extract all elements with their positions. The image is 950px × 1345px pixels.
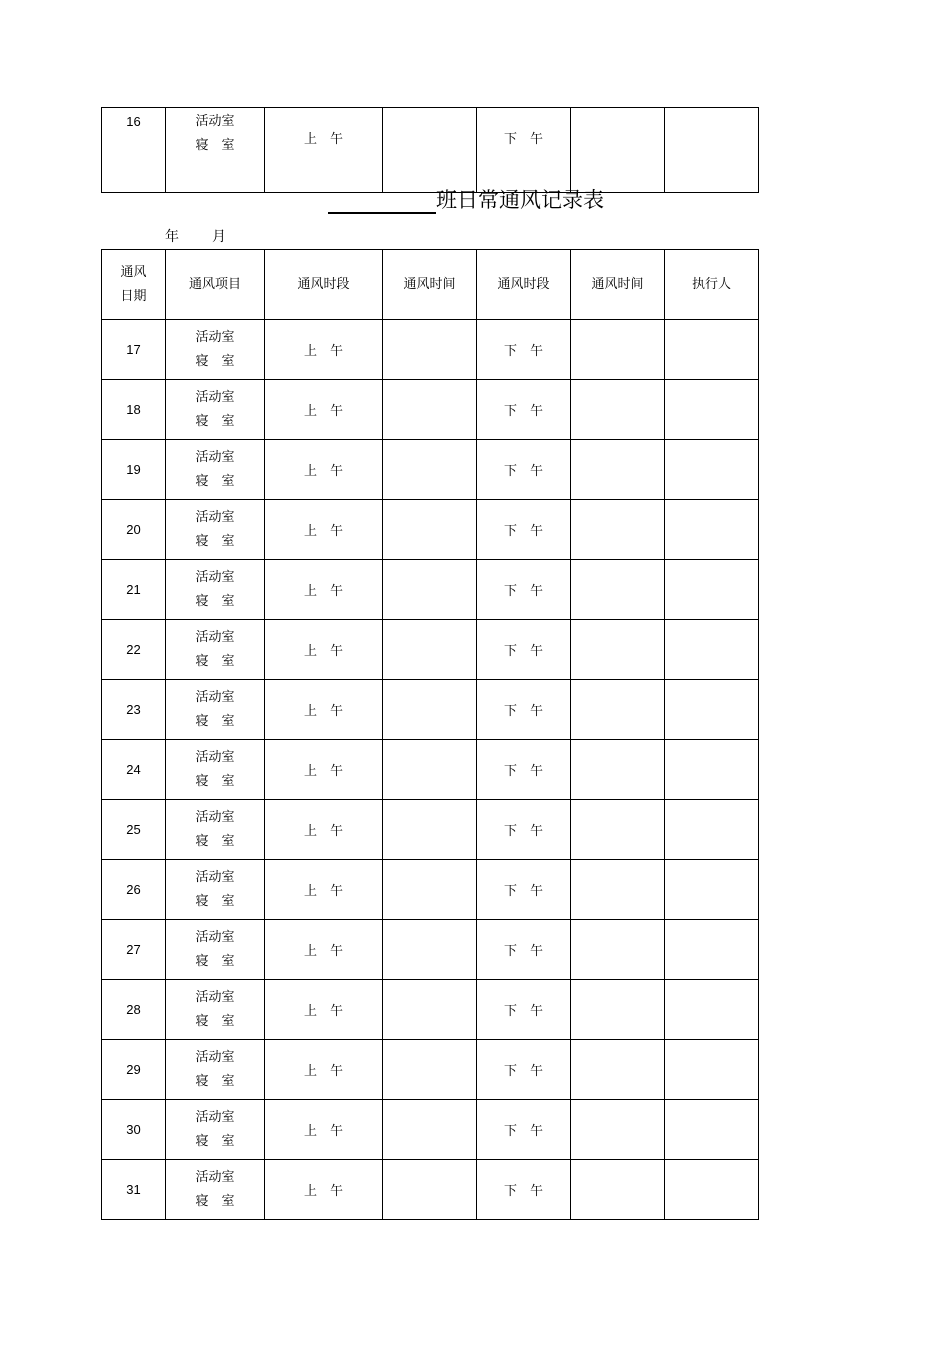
am-period-cell: 上 午 <box>265 560 383 620</box>
project-line-activity-room: 活动室 <box>195 509 235 525</box>
project-line-activity-room: 活动室 <box>195 689 235 705</box>
executor-cell[interactable] <box>665 500 759 560</box>
pm-time-cell[interactable] <box>571 380 665 440</box>
table-row <box>102 800 759 860</box>
date-cell: 19 <box>102 440 166 500</box>
project-line-activity-room: 活动室 <box>195 869 235 885</box>
project-line-bedroom: 寝 室 <box>195 773 235 789</box>
executor-cell[interactable] <box>665 1040 759 1100</box>
project-cell <box>166 620 265 680</box>
pm-time-cell[interactable] <box>571 860 665 920</box>
project-cell <box>166 380 265 440</box>
project-cell <box>166 680 265 740</box>
am-time-cell[interactable] <box>383 1160 477 1220</box>
date-cell: 29 <box>102 1040 166 1100</box>
am-period-cell: 上 午 <box>265 620 383 680</box>
header-project: 通风项目 <box>166 250 265 320</box>
project-cell <box>166 560 265 620</box>
am-period-cell: 上 午 <box>265 1160 383 1220</box>
am-time-cell[interactable] <box>383 560 477 620</box>
am-time-cell[interactable] <box>383 500 477 560</box>
pm-period-cell: 下 午 <box>477 860 571 920</box>
executor-cell[interactable] <box>665 980 759 1040</box>
am-period-cell: 上 午 <box>265 920 383 980</box>
am-period-cell: 上 午 <box>265 440 383 500</box>
project-line-bedroom: 寝 室 <box>195 713 235 729</box>
pm-period-cell: 下 午 <box>477 680 571 740</box>
project-line-bedroom: 寝 室 <box>195 413 235 429</box>
date-cell: 20 <box>102 500 166 560</box>
pm-time-cell[interactable] <box>571 680 665 740</box>
project-line-activity-room: 活动室 <box>195 989 235 1005</box>
am-time-cell[interactable] <box>383 680 477 740</box>
project-line-activity-room: 活动室 <box>195 1169 235 1185</box>
table-row <box>102 500 759 560</box>
table-row <box>102 620 759 680</box>
date-cell: 18 <box>102 380 166 440</box>
table-row <box>102 440 759 500</box>
project-line-activity-room: 活动室 <box>195 449 235 465</box>
pm-period-cell: 下 午 <box>477 1160 571 1220</box>
pm-period-cell: 下 午 <box>477 108 571 193</box>
header-executor: 执行人 <box>665 250 759 320</box>
table-row <box>102 1040 759 1100</box>
month-label: 月 <box>212 229 226 245</box>
executor-cell[interactable] <box>665 440 759 500</box>
table-row <box>102 920 759 980</box>
date-cell: 28 <box>102 980 166 1040</box>
header-time-am: 通风时间 <box>383 250 477 320</box>
table-row <box>102 108 759 193</box>
pm-time-cell[interactable] <box>571 320 665 380</box>
executor-cell[interactable] <box>665 380 759 440</box>
am-period-cell: 上 午 <box>265 320 383 380</box>
am-period-cell: 上 午 <box>265 860 383 920</box>
pm-period-cell: 下 午 <box>477 800 571 860</box>
class-name-blank[interactable] <box>328 190 436 214</box>
title-text: 班日常通风记录表 <box>436 188 604 212</box>
project-line-activity-room: 活动室 <box>195 1109 235 1125</box>
pm-period-cell: 下 午 <box>477 500 571 560</box>
am-time-cell[interactable] <box>383 380 477 440</box>
pm-time-cell[interactable] <box>571 800 665 860</box>
project-cell <box>166 108 265 193</box>
executor-cell[interactable] <box>665 920 759 980</box>
am-period-cell: 上 午 <box>265 500 383 560</box>
previous-table-fragment <box>101 107 759 193</box>
project-line-activity-room: 活动室 <box>195 749 235 765</box>
executor-cell[interactable] <box>665 1160 759 1220</box>
date-cell: 30 <box>102 1100 166 1160</box>
pm-time-cell[interactable] <box>571 1100 665 1160</box>
date-cell: 31 <box>102 1160 166 1220</box>
table-row <box>102 980 759 1040</box>
table-row <box>102 680 759 740</box>
table-row <box>102 860 759 920</box>
project-cell <box>166 1040 265 1100</box>
pm-period-cell: 下 午 <box>477 980 571 1040</box>
page-title <box>328 184 604 214</box>
am-period-cell: 上 午 <box>265 980 383 1040</box>
am-time-cell[interactable] <box>383 620 477 680</box>
am-period-cell: 上 午 <box>265 108 383 193</box>
project-cell <box>166 860 265 920</box>
project-line-activity-room: 活动室 <box>195 114 235 129</box>
executor-cell[interactable] <box>665 680 759 740</box>
header-date-line2: 日期 <box>120 288 147 304</box>
project-cell <box>166 980 265 1040</box>
pm-time-cell[interactable] <box>571 740 665 800</box>
am-period-cell: 上 午 <box>265 800 383 860</box>
table-row <box>102 1160 759 1220</box>
project-cell <box>166 740 265 800</box>
date-cell: 16 <box>102 108 166 193</box>
project-cell <box>166 1160 265 1220</box>
pm-time-cell[interactable] <box>571 1160 665 1220</box>
table-row <box>102 740 759 800</box>
date-cell: 24 <box>102 740 166 800</box>
date-cell: 26 <box>102 860 166 920</box>
project-line-bedroom: 寝 室 <box>195 533 235 549</box>
project-line-bedroom: 寝 室 <box>195 833 235 849</box>
pm-time-cell[interactable] <box>571 620 665 680</box>
am-period-cell: 上 午 <box>265 740 383 800</box>
am-time-cell[interactable] <box>383 108 477 193</box>
table-header-row <box>102 250 759 320</box>
project-line-bedroom: 寝 室 <box>195 1133 235 1149</box>
am-time-cell[interactable] <box>383 1100 477 1160</box>
project-line-bedroom: 寝 室 <box>195 953 235 969</box>
ventilation-record-table <box>101 249 759 1220</box>
date-cell: 27 <box>102 920 166 980</box>
am-time-cell[interactable] <box>383 920 477 980</box>
table-row <box>102 380 759 440</box>
project-cell <box>166 800 265 860</box>
am-time-cell[interactable] <box>383 860 477 920</box>
pm-time-cell[interactable] <box>571 108 665 193</box>
executor-cell[interactable] <box>665 560 759 620</box>
project-cell <box>166 440 265 500</box>
am-period-cell: 上 午 <box>265 380 383 440</box>
project-line-activity-room: 活动室 <box>195 809 235 825</box>
project-line-bedroom: 寝 室 <box>195 473 235 489</box>
executor-cell[interactable] <box>665 860 759 920</box>
project-line-bedroom: 寝 室 <box>195 593 235 609</box>
project-line-activity-room: 活动室 <box>195 629 235 645</box>
pm-time-cell[interactable] <box>571 920 665 980</box>
project-line-activity-room: 活动室 <box>195 389 235 405</box>
header-period-am: 通风时段 <box>265 250 383 320</box>
date-cell: 17 <box>102 320 166 380</box>
date-cell: 25 <box>102 800 166 860</box>
executor-cell[interactable] <box>665 620 759 680</box>
date-cell: 23 <box>102 680 166 740</box>
pm-period-cell: 下 午 <box>477 1040 571 1100</box>
pm-time-cell[interactable] <box>571 440 665 500</box>
pm-period-cell: 下 午 <box>477 1100 571 1160</box>
pm-period-cell: 下 午 <box>477 320 571 380</box>
table-row <box>102 560 759 620</box>
am-period-cell: 上 午 <box>265 1100 383 1160</box>
am-period-cell: 上 午 <box>265 680 383 740</box>
am-time-cell[interactable] <box>383 800 477 860</box>
pm-period-cell: 下 午 <box>477 440 571 500</box>
executor-cell[interactable] <box>665 320 759 380</box>
am-time-cell[interactable] <box>383 980 477 1040</box>
executor-cell[interactable] <box>665 108 759 193</box>
executor-cell[interactable] <box>665 740 759 800</box>
project-cell <box>166 1100 265 1160</box>
project-cell <box>166 320 265 380</box>
pm-period-cell: 下 午 <box>477 380 571 440</box>
pm-time-cell[interactable] <box>571 500 665 560</box>
project-line-bedroom: 寝 室 <box>195 1073 235 1089</box>
pm-time-cell[interactable] <box>571 560 665 620</box>
project-line-bedroom: 寝 室 <box>195 653 235 669</box>
pm-period-cell: 下 午 <box>477 560 571 620</box>
project-cell <box>166 920 265 980</box>
header-period-pm: 通风时段 <box>477 250 571 320</box>
project-line-activity-room: 活动室 <box>195 329 235 345</box>
table-row <box>102 320 759 380</box>
am-time-cell[interactable] <box>383 440 477 500</box>
header-date <box>102 250 166 320</box>
project-line-bedroom: 寝 室 <box>195 893 235 909</box>
year-month-line <box>165 226 226 246</box>
project-line-activity-room: 活动室 <box>195 569 235 585</box>
executor-cell[interactable] <box>665 800 759 860</box>
am-time-cell[interactable] <box>383 320 477 380</box>
table-row <box>102 1100 759 1160</box>
am-time-cell[interactable] <box>383 740 477 800</box>
pm-period-cell: 下 午 <box>477 740 571 800</box>
project-line-activity-room: 活动室 <box>195 1049 235 1065</box>
project-cell <box>166 500 265 560</box>
pm-time-cell[interactable] <box>571 1040 665 1100</box>
am-time-cell[interactable] <box>383 1040 477 1100</box>
header-date-line1: 通风 <box>120 264 147 280</box>
date-cell: 22 <box>102 620 166 680</box>
project-line-bedroom: 寝 室 <box>195 353 235 369</box>
year-label: 年 <box>165 229 179 245</box>
project-line-activity-room: 活动室 <box>195 929 235 945</box>
project-line-bedroom: 寝 室 <box>195 138 235 153</box>
header-time-pm: 通风时间 <box>571 250 665 320</box>
pm-time-cell[interactable] <box>571 980 665 1040</box>
pm-period-cell: 下 午 <box>477 920 571 980</box>
am-period-cell: 上 午 <box>265 1040 383 1100</box>
project-line-bedroom: 寝 室 <box>195 1013 235 1029</box>
project-line-bedroom: 寝 室 <box>195 1193 235 1209</box>
date-cell: 21 <box>102 560 166 620</box>
executor-cell[interactable] <box>665 1100 759 1160</box>
pm-period-cell: 下 午 <box>477 620 571 680</box>
